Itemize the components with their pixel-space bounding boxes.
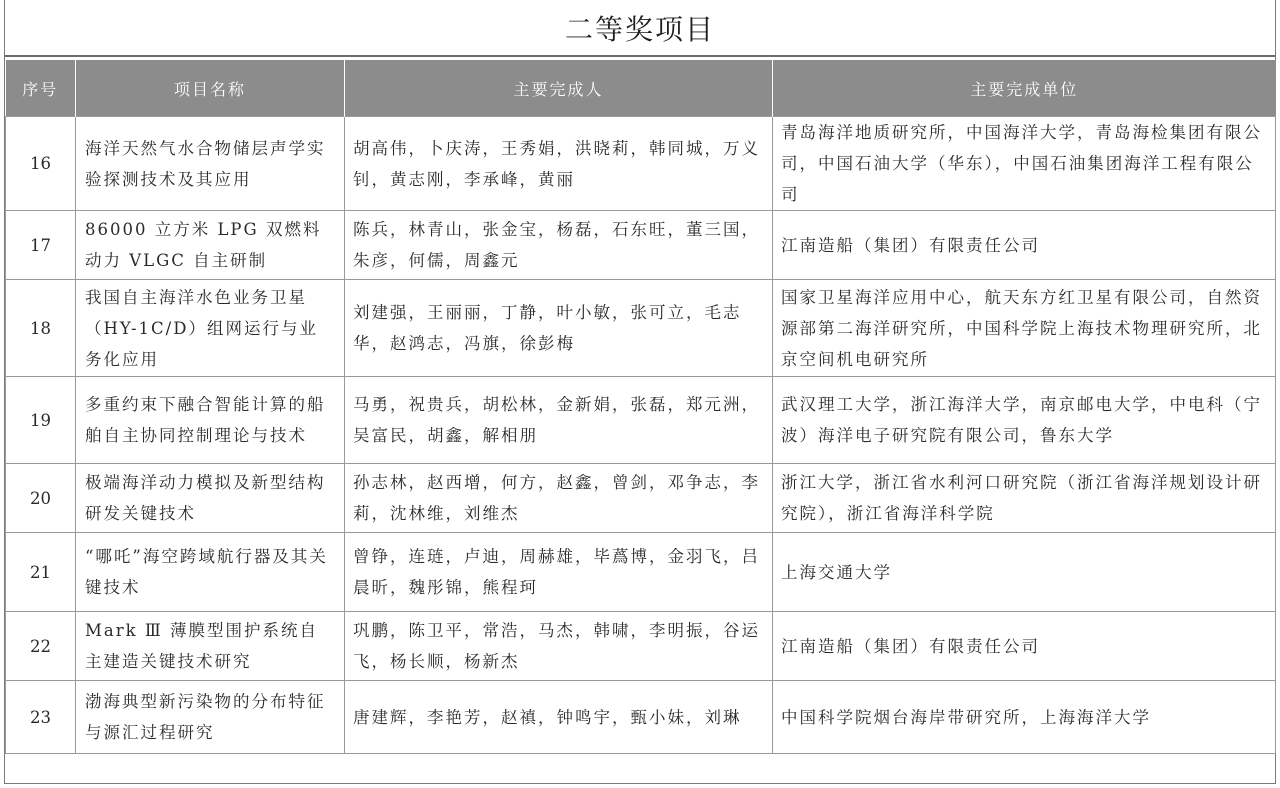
project-name: 极端海洋动力模拟及新型结构研发关键技术 [76,464,345,533]
main-people: 曾铮，连琏，卢迪，周赫雄，毕蔿博，金羽飞，吕晨昕，魏彤锦，熊程珂 [345,533,773,612]
row-number: 18 [6,280,76,377]
header-row [6,60,1276,117]
table-row [6,117,1276,211]
project-name: 86000 立方米 LPG 双燃料动力 VLGC 自主研制 [76,211,345,280]
main-people: 刘建强，王丽丽，丁静，叶小敏，张可立，毛志华，赵鸿志，冯旗，徐彭梅 [345,280,773,377]
main-units: 上海交通大学 [773,533,1276,612]
table-row [6,533,1276,612]
main-units: 青岛海洋地质研究所，中国海洋大学，青岛海检集团有限公司，中国石油大学（华东），中国石油集团海洋工程有限公司 [773,117,1276,211]
row-number: 19 [6,377,76,464]
row-number: 23 [6,681,76,754]
award-table [5,60,1276,754]
main-people: 孙志林，赵西增，何方，赵鑫，曾剑，邓争志，李莉，沈林维，刘维杰 [345,464,773,533]
header-people: 主要完成人 [345,60,773,117]
main-units: 武汉理工大学，浙江海洋大学，南京邮电大学，中电科（宁波）海洋电子研究院有限公司，鲁东大学 [773,377,1276,464]
table-row [6,464,1276,533]
header-name: 项目名称 [76,60,345,117]
table-row [6,377,1276,464]
main-people: 马勇，祝贵兵，胡松林，金新娟，张磊，郑元洲，吴富民，胡鑫，解相朋 [345,377,773,464]
main-units: 江南造船（集团）有限责任公司 [773,211,1276,280]
page-title: 二等奖项目 [5,0,1275,57]
table-row [6,211,1276,280]
document-frame [4,0,1276,784]
project-name: 渤海典型新污染物的分布特征与源汇过程研究 [76,681,345,754]
main-people: 胡高伟，卜庆涛，王秀娟，洪晓莉，韩同城，万义钊，黄志刚，李承峰，黄丽 [345,117,773,211]
project-name: 海洋天然气水合物储层声学实验探测技术及其应用 [76,117,345,211]
table-row [6,612,1276,681]
row-number: 22 [6,612,76,681]
main-people: 唐建辉，李艳芳，赵禛，钟鸣宇，甄小妹，刘琳 [345,681,773,754]
main-people: 陈兵，林青山，张金宝，杨磊，石东旺，董三国，朱彦，何儒，周鑫元 [345,211,773,280]
row-number: 16 [6,117,76,211]
main-units: 中国科学院烟台海岸带研究所，上海海洋大学 [773,681,1276,754]
project-name: 多重约束下融合智能计算的船舶自主协同控制理论与技术 [76,377,345,464]
table-header [6,60,1276,117]
project-name: Mark Ⅲ 薄膜型围护系统自主建造关键技术研究 [76,612,345,681]
table-row [6,681,1276,754]
main-units: 国家卫星海洋应用中心，航天东方红卫星有限公司，自然资源部第二海洋研究所，中国科学院上海技术物理研究所，北京空间机电研究所 [773,280,1276,377]
table-row [6,280,1276,377]
row-number: 20 [6,464,76,533]
main-units: 江南造船（集团）有限责任公司 [773,612,1276,681]
project-name: “哪吒”海空跨域航行器及其关键技术 [76,533,345,612]
main-units: 浙江大学，浙江省水利河口研究院（浙江省海洋规划设计研究院），浙江省海洋科学院 [773,464,1276,533]
row-number: 17 [6,211,76,280]
main-people: 巩鹏，陈卫平，常浩，马杰，韩啸，李明振，谷运飞，杨长顺，杨新杰 [345,612,773,681]
project-name: 我国自主海洋水色业务卫星（HY-1C/D）组网运行与业务化应用 [76,280,345,377]
header-units: 主要完成单位 [773,60,1276,117]
table-body [6,117,1276,754]
header-no: 序号 [6,60,76,117]
row-number: 21 [6,533,76,612]
